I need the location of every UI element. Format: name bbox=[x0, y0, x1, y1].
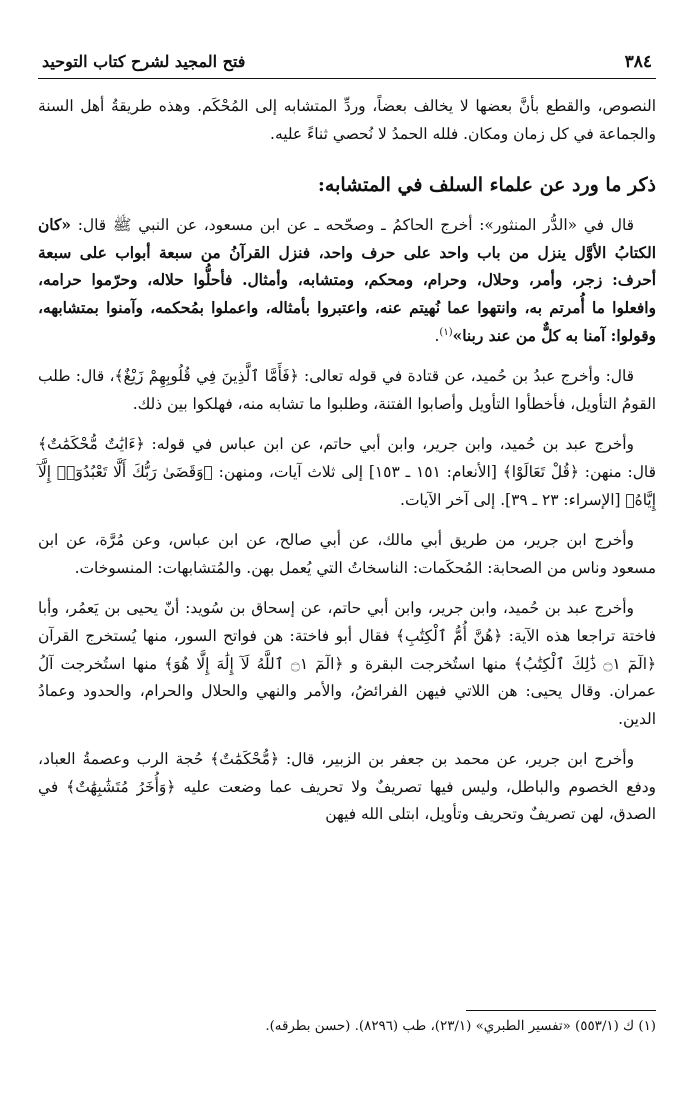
text-run: فقال أبو فاختة: هن فواتح السور، منها يُستخرج القرآن bbox=[38, 626, 396, 645]
text-run: ، قال: طلب القومُ التأويل، فأخطأوا التأويل وأصابوا الفتنة، وطلبوا ما تشابه منه، فهلكوا بين ذلك. bbox=[38, 367, 656, 413]
text-run: وأخرج عبد بن حُميد، وابن جرير، وابن أبي حاتم، عن إسحاق بن سُويد: أنّ يحيى بن يَعمُر، وأبا فاختة تراجعا هذه الآية: bbox=[38, 599, 657, 645]
quran-verse: ﴿فَأَمَّا ٱلَّذِينَ فِي قُلُوبِهِمْ زَيْغٌ﴾ bbox=[114, 367, 299, 386]
book-title: فتح المجيد لشرح كتاب التوحيد bbox=[42, 52, 246, 71]
quran-verse: ﴿هُنَّ أُمُّ ٱلْكِتَٰبِ﴾ bbox=[395, 626, 503, 645]
quran-verse: ﴿وَقَضَىٰ رَبُّكَ أَلَّا تَعْبُدُوٓا۟ إِلَّآ إِيَّاهُ﴾ bbox=[38, 462, 656, 509]
text-run: قال: وأخرج عبدُ بن حُميد، عن قتادة في قوله تعالى: bbox=[298, 367, 634, 386]
text-run: حُجة الرب وعصمةُ العباد، ودفع الخصوم والباطل، وليس فيها تصريفٌ ولا تحريف عما وضعت عليه bbox=[38, 750, 656, 796]
section-heading: ذكر ما ورد عن علماء السلف في المتشابه: bbox=[317, 174, 656, 197]
text-run: في الصدق، لهن تصريفٌ وتحريف وتأويل، ابتلى الله فيهن bbox=[38, 777, 656, 824]
text-run: قال: منهن: bbox=[578, 462, 656, 481]
quran-verse: ﴿ءَايَٰتٌ مُّحْكَمَٰتٌ﴾ bbox=[38, 435, 145, 454]
quran-verse: ﴿وَأُخَرُ مُتَشَٰبِهَٰتٌ﴾ bbox=[66, 777, 176, 796]
footnote: (١) ك (٥٥٣/١) «تفسير الطبري» (٢٣/١)، طب (٨٢٩٦). (حسن بطرقه). bbox=[265, 1019, 656, 1034]
footnote-marker: (١) bbox=[439, 326, 453, 338]
text-run: . bbox=[434, 326, 440, 345]
paragraph-durr-manthur bbox=[38, 212, 656, 350]
paragraph-ishaq bbox=[38, 595, 656, 733]
paragraph-ibn-abbas bbox=[38, 431, 656, 514]
text-run: قال في «الدُّر المنثور»: أخرج الحاكمُ ـ وصحّحه ـ عن ابن مسعود، عن النبي ﷺ قال: bbox=[70, 216, 634, 235]
body-text bbox=[38, 93, 656, 829]
page-number: ٣٨٤ bbox=[624, 52, 652, 72]
quran-verse: ﴿الٓمٓ ۝١ ذَٰلِكَ ٱلْكِتَٰبُ﴾ bbox=[513, 654, 656, 673]
paragraph-continuation: النصوص، والقطع بأنَّ بعضها لا يخالف بعضاً، وردِّ المتشابه إلى المُحْكَم. وهذه طريقةُ أهل السنة والجماعة في كل زمان ومكان. فلله الحمدُ لا نُحصي ثناءً عليه. bbox=[38, 97, 656, 143]
text-run: وأخرج عبد بن حُميد، وابن جرير، وابن أبي حاتم، عن ابن عباس في قوله: bbox=[144, 435, 634, 454]
quran-verse: ﴿الٓمٓ ۝١ ٱللَّهُ لَآ إِلَٰهَ إِلَّا هُوَ﴾ bbox=[164, 654, 344, 673]
text-run: [الإسراء: ٢٣ ـ ٣٩]. إلى آخر الآيات. bbox=[400, 490, 626, 509]
quran-verse: ﴿مُّحْكَمَٰتٌ﴾ bbox=[210, 750, 279, 769]
page bbox=[38, 52, 656, 842]
text-run: وأخرج ابن جرير، عن محمد بن جعفر بن الزبير، قال: bbox=[278, 750, 634, 769]
text-run: [الأنعام: ١٥١ ـ ١٥٣] إلى ثلاث آيات، ومنهن: bbox=[212, 462, 503, 481]
paragraph-ibn-jarir-1: وأخرج ابن جرير، من طريق أبي مالك، عن أبي صالح، عن ابن عباس، وعن مُرَّة، عن ابن مسعود وناس من الصحابة: المُحكَمات: الناسخاتُ التي يُعمل بهن. والمُتشابهات: المنسوخات. bbox=[38, 531, 656, 577]
paragraph-ibn-jarir-2 bbox=[38, 746, 656, 829]
quran-verse: ﴿قُلْ تَعَالَوْا﴾ bbox=[502, 462, 579, 481]
paragraph-qatada bbox=[38, 363, 656, 418]
text-run: منها استُخرجت البقرة و bbox=[343, 654, 514, 673]
text-run: منها استُخرجت آلُ عمران. وقال يحيى: هن اللاتي فيهن الفرائضُ، والأمر والنهي والحلال والحرام، والحدود وعمادُ الدين. bbox=[38, 654, 656, 728]
hadith-quote: «كان الكتابُ الأوَّل ينزل من باب واحد على حرف واحد، فنزل القرآنُ من سبعة أبواب على سبعة أحرف: زجر، وأمر، وحلال، وحرام، ومحكم، ومتشابه، وأمثال. فأحلُّوا حلاله، وحرّموا حرامه، وافعلوا ما أُمرتم به، وانتهوا عما نُهيتم عنه، واعتبروا بأمثاله، واعملوا بمُحكمه، وآمنوا بمتشابهه، وقولوا: آمنا به كلٌّ من عند ربنا» bbox=[38, 216, 656, 345]
footnote-divider bbox=[466, 1010, 656, 1011]
running-head bbox=[38, 52, 656, 79]
